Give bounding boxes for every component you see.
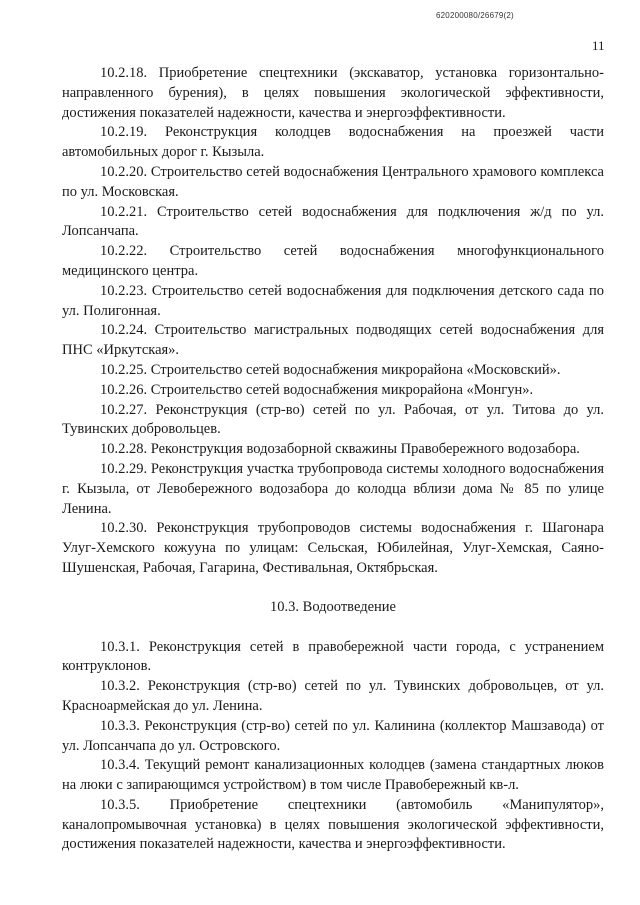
list-item: 10.2.21. Строительство сетей водоснабжения для подключения ж/д по ул. Лопсанчапа. [62, 203, 604, 240]
document-body [62, 64, 604, 855]
list-item: 10.2.23. Строительство сетей водоснабжения для подключения детского сада по ул. Полигонная. [62, 282, 604, 319]
list-item: 10.2.18. Приобретение спецтехники (экскаватор, установка горизонтально-направленного бурения), в целях повышения экологической эффективности, достижения показателей надежности, качества и энергоэффективности. [62, 65, 604, 121]
list-item: 10.2.19. Реконструкция колодцев водоснабжения на проезжей части автомобильных дорог г. Кызыла. [62, 124, 604, 161]
list-item: 10.2.22. Строительство сетей водоснабжения многофункционального медицинского центра. [62, 243, 604, 279]
list-item: 10.3.5. Приобретение спецтехники (автомобиль «Манипулятор», каналопромывочная установка) в целях повышения экологической эффективности, достижения показателей надежности, качества и энергоэффективности. [62, 796, 604, 853]
list-item: 10.2.24. Строительство магистральных подводящих сетей водоснабжения для ПНС «Иркутская». [62, 322, 604, 359]
list-item: 10.2.20. Строительство сетей водоснабжения Центрального храмового комплекса по ул. Московская. [62, 163, 604, 200]
list-item: 10.2.27. Реконструкция (стр-во) сетей по ул. Рабочая, от ул. Титова до ул. Тувинских добровольцев. [62, 401, 604, 438]
list-item: 10.3.3. Реконструкция (стр-во) сетей по ул. Калинина (коллектор Машзавода) от ул. Лопсанчапа до ул. Островского. [62, 717, 604, 754]
list-item: 10.3.2. Реконструкция (стр-во) сетей по ул. Тувинских добровольцев, от ул. Красноармейская до ул. Ленина. [62, 678, 604, 714]
list-item: 10.3.4. Текущий ремонт канализационных колодцев (замена стандартных люков на люки с запирающимся устройством) в том числе Правобережный кв-л. [62, 757, 604, 794]
list-item: 10.2.25. Строительство сетей водоснабжения микрорайона «Московский». [100, 361, 561, 378]
document-code: 620200080/26679(2) [436, 11, 514, 20]
list-item: 10.2.26. Строительство сетей водоснабжения микрорайона «Монгун». [100, 381, 534, 398]
list-item: 10.2.29. Реконструкция участка трубопровода системы холодного водоснабжения г. Кызыла, от Левобережного водозабора до колодца вблизи дома № 85 по улице Ленина. [62, 460, 604, 517]
list-item: 10.2.30. Реконструкция трубопроводов системы водоснабжения г. Шагонара Улуг-Хемского кожууна по улицам: Сельская, Юбилейная, Улуг-Хемская, Саяно-Шушенская, Рабочая, Гагарина, Фестивальная, Октябрьская. [62, 520, 604, 576]
section-title: 10.3. Водоотведение [270, 598, 396, 615]
list-item: 10.2.28. Реконструкция водозаборной скважины Правобережного водозабора. [100, 441, 580, 458]
page-number: 11 [592, 38, 605, 53]
list-item: 10.3.1. Реконструкция сетей в правобережной части города, с устранением контруклонов. [62, 638, 604, 675]
